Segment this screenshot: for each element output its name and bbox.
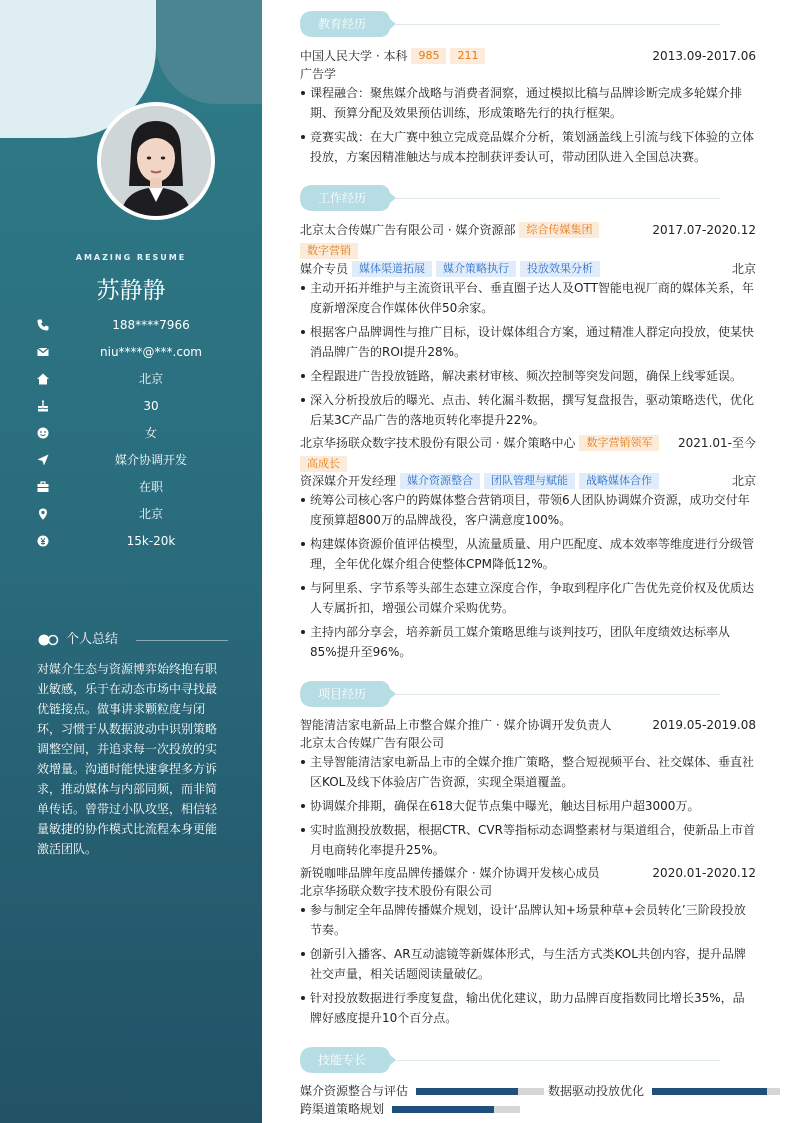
summary-heading: [38, 630, 228, 650]
cake-icon: [36, 399, 50, 413]
salary-icon: [36, 534, 50, 548]
circle-dots-icon: [38, 634, 60, 646]
project-bullet: 主导智能清洁家电新品上市的全媒介推广策略，整合短视频平台、社交媒体、垂直社区KOL及线下体验店广告资源，实现全渠道覆盖。: [300, 752, 756, 792]
section-title: 教育经历: [318, 17, 367, 31]
job-header: [300, 434, 756, 452]
tag-985: 985: [411, 48, 446, 64]
skill-bar-fill: [416, 1088, 518, 1095]
role-tag: 战略媒体合作: [579, 473, 659, 489]
candidate-name: 苏静静: [96, 278, 166, 304]
section-heading-education: [300, 11, 760, 37]
job-bullet: 主持内部分享会，培养新员工媒介策略思维与谈判技巧，团队年度绩效达标率从85%提升至96%。: [300, 622, 756, 662]
section-title: 工作经历: [318, 191, 367, 205]
skill-item: [548, 1082, 780, 1100]
project-company: 北京华扬联众数字技术股份有限公司: [300, 884, 493, 898]
info-location: [36, 505, 246, 523]
project-bullet: 针对投放数据进行季度复盘，输出优化建议，助力品牌百度指数同比增长35%，品牌好感度提升10个百分点。: [300, 988, 756, 1028]
info-position: [36, 451, 246, 469]
phone-value: 188****7966: [112, 318, 190, 332]
project-dates: 2020.01-2020.12: [652, 866, 756, 880]
summary-text: 对媒介生态与资源博弈始终抱有职业敏感，乐于在动态市场中寻找最优链接点。做事讲求颗粒度与闭环，习惯于从数据波动中识别策略调整空间，并追求每一次投放的实效增量。沟通时能快速拿捏多方诉求，推动媒体与内部同频，而非简单传话。曾带过小队攻坚，相信轻量敏捷的协作模式比流程本身更能激活团队。: [37, 662, 218, 856]
info-status: [36, 478, 246, 496]
role-tag: 团队管理与赋能: [484, 473, 575, 489]
section-heading-projects: [300, 681, 760, 707]
divider: [396, 1060, 720, 1061]
company-tags-wrap: [300, 242, 358, 260]
resume-tagline: AMAZING RESUME: [75, 253, 187, 262]
briefcase-icon: [36, 480, 50, 494]
role-name: 媒介专员: [300, 262, 349, 276]
mail-icon: [36, 345, 50, 359]
location-pin-icon: [36, 507, 50, 521]
role-name: 资深媒介开发经理: [300, 474, 397, 488]
divider: [396, 198, 720, 199]
project-bullet: 创新引入播客、AR互动滤镜等新媒体形式，与生活方式类KOL共创内容，提升品牌社交声量，相关话题阅读量破亿。: [300, 944, 756, 984]
project-bullet: 实时监测投放数据，根据CTR、CVR等指标动态调整素材与渠道组合，使新品上市首月电商转化率提升25%。: [300, 820, 756, 860]
role-row: [300, 472, 756, 490]
company-tag: 数字营销领军: [579, 435, 659, 451]
education-row: [300, 47, 756, 65]
gender-icon: [36, 426, 50, 440]
company-name: 北京华扬联众数字技术股份有限公司 · 媒介策略中心: [300, 436, 576, 450]
education-bullet: 竞赛实战：在大广赛中独立完成竞品媒介分析，策划涵盖线上引流与线下体验的立体投放，方案因精准触达与成本控制获评委认可，带动团队进入全国总决赛。: [300, 127, 756, 167]
education-dates: 2013.09-2017.06: [652, 49, 756, 63]
section-title: 项目经历: [318, 687, 367, 701]
divider: [136, 640, 228, 641]
decorative-shape: [156, 0, 262, 104]
company-name: 北京太合传媒广告有限公司 · 媒介资源部: [300, 223, 516, 237]
skill-bar: [652, 1088, 780, 1095]
project-company-row: [300, 734, 756, 752]
location-value: 北京: [138, 507, 163, 521]
skill-item: [300, 1100, 530, 1118]
salary-value: 15k-20k: [126, 534, 176, 548]
major: 广告学: [300, 67, 337, 81]
project-header: [300, 864, 756, 882]
role-tag: 媒介资源整合: [400, 473, 480, 489]
status-value: 在职: [138, 480, 163, 494]
phone-icon: [36, 318, 50, 332]
position-value: 媒介协调开发: [114, 453, 187, 467]
role-tag: 媒介策略执行: [436, 261, 516, 277]
company-tag: 高成长: [300, 456, 347, 472]
home-icon: [36, 372, 50, 386]
job-city: 北京: [731, 262, 756, 276]
divider: [396, 24, 720, 25]
age-value: 30: [143, 399, 159, 413]
summary-title: 个人总结: [66, 632, 119, 647]
avatar: [97, 102, 215, 220]
info-email: [36, 343, 246, 361]
divider: [396, 694, 720, 695]
info-phone: [36, 316, 246, 334]
education-bullet: 课程融合：聚焦媒介战略与消费者洞察，通过模拟比稿与品牌诊断完成多轮媒介排期、预算分配及效果预估训练，形成策略先行的执行框架。: [300, 83, 756, 123]
info-home: [36, 370, 246, 388]
role-tag: 媒体渠道拓展: [352, 261, 432, 277]
section-title: 技能专长: [318, 1053, 367, 1067]
company-tag: 数字营销: [300, 243, 358, 259]
email-value: niu****@***.com: [100, 345, 202, 359]
sidebar: [0, 0, 262, 1123]
job-bullet: 与阿里系、字节系等头部生态建立深度合作，争取到程序化广告优先竞价权及优质达人专属折扣，增强公司媒介采购优势。: [300, 578, 756, 618]
project-header: [300, 716, 756, 734]
skill-name: 数据驱动投放优化: [548, 1084, 645, 1098]
section-heading-skills: [300, 1047, 760, 1073]
project-dates: 2019.05-2019.08: [652, 718, 756, 732]
home-value: 北京: [138, 372, 163, 386]
job-bullet: 根据客户品牌调性与推广目标，设计媒体组合方案，通过精准人群定向投放，使某快消品牌广告的ROI提升28%。: [300, 322, 756, 362]
school-name: 中国人民大学 · 本科: [300, 49, 408, 63]
project-company: 北京太合传媒广告有限公司: [300, 736, 445, 750]
skill-bar-fill: [652, 1088, 767, 1095]
company-tag: 综合传媒集团: [519, 222, 599, 238]
role-tag: 投放效果分析: [520, 261, 600, 277]
skill-name: 跨渠道策略规划: [300, 1102, 385, 1116]
info-salary: [36, 532, 246, 550]
project-name: 智能清洁家电新品上市整合媒介推广 · 媒介协调开发负责人: [300, 718, 612, 732]
job-city: 北京: [731, 474, 756, 488]
role-row: [300, 260, 756, 278]
job-bullet: 主动开拓并维护与主流资讯平台、垂直圈子达人及OTT智能电视厂商的媒体关系，年度新增深度合作媒体伙伴50余家。: [300, 278, 756, 318]
project-company-row: [300, 882, 756, 900]
skill-name: 媒介资源整合与评估: [300, 1084, 409, 1098]
major-row: [300, 65, 756, 83]
tag-211: 211: [450, 48, 485, 64]
skill-bar: [416, 1088, 544, 1095]
section-heading-work: [300, 185, 760, 211]
job-bullet: 全程跟进广告投放链路，解决素材审核、频次控制等突发问题，确保上线零延误。: [300, 366, 756, 386]
info-gender: [36, 424, 246, 442]
job-bullet: 统筹公司核心客户的跨媒体整合营销项目，带领6人团队协调媒介资源，成功交付年度预算超800万的品牌战役，客户满意度100%。: [300, 490, 756, 530]
company-tags-wrap: [300, 455, 347, 473]
info-age: [36, 397, 246, 415]
job-bullet: 深入分析投放后的曝光、点击、转化漏斗数据，撰写复盘报告，驱动策略迭代，优化后某3C产品广告的落地页转化率提升22%。: [300, 390, 756, 430]
job-header: [300, 221, 756, 239]
skill-item: [300, 1082, 546, 1100]
skill-bar-fill: [392, 1106, 494, 1113]
skill-bar: [392, 1106, 520, 1113]
project-name: 新锐咖啡品牌年度品牌传播媒介 · 媒介协调开发核心成员: [300, 866, 600, 880]
send-icon: [36, 453, 50, 467]
project-bullet: 协调媒介排期，确保在618大促节点集中曝光，触达目标用户超3000万。: [300, 796, 756, 816]
job-bullet: 构建媒体资源价值评估模型，从流量质量、用户匹配度、成本效率等维度进行分级管理，全年优化媒介组合使整体CPM降低12%。: [300, 534, 756, 574]
project-bullet: 参与制定全年品牌传播媒介规划，设计‘品牌认知+场景种草+会员转化’三阶段投放节奏。: [300, 900, 756, 940]
gender-value: 女: [144, 426, 157, 440]
job-dates: 2017.07-2020.12: [652, 223, 756, 237]
job-dates: 2021.01-至今: [678, 436, 756, 450]
